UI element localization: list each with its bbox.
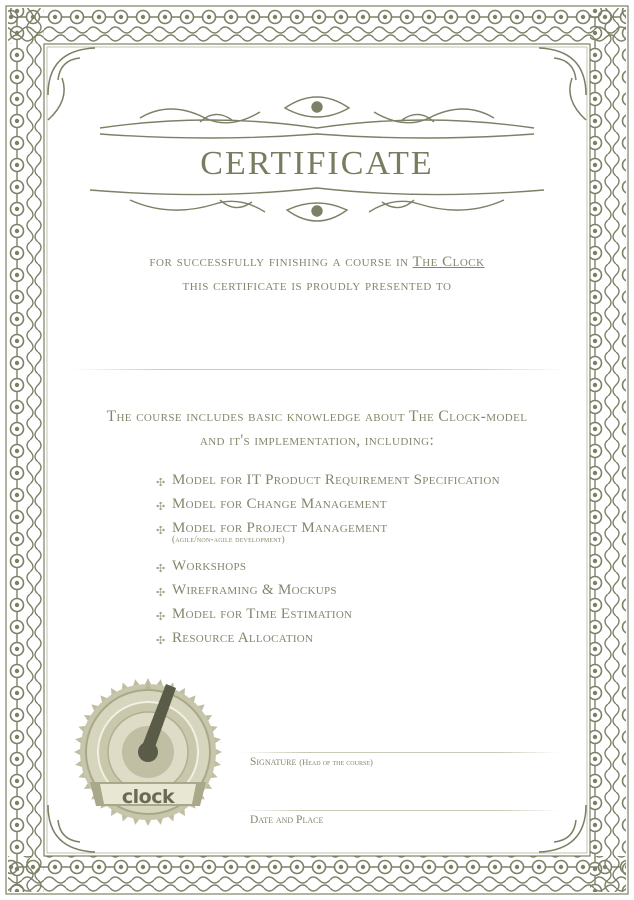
certificate-title: CERTIFICATE (200, 145, 434, 182)
signature-line (240, 752, 560, 753)
date-place-label: Date and Place (250, 814, 324, 826)
signature-note: (Head of the course) (299, 757, 373, 767)
seal-logo-text: clock (121, 786, 175, 808)
cross-bullet-icon: ✣ (156, 635, 166, 647)
intro-line-1 (0, 254, 634, 271)
intro-line-2: this certificate is proudly presented to (182, 278, 452, 294)
course-description-line-2: and it's implementation, including: (199, 432, 435, 449)
list-item: ✣ Workshops (156, 556, 500, 580)
cross-bullet-icon: ✣ (156, 477, 166, 489)
list-item: ✣ Resource Allocation (156, 628, 500, 652)
cross-bullet-icon: ✣ (156, 525, 166, 537)
date-line (240, 810, 560, 811)
list-item: ✣ Model for Change Management (156, 494, 500, 518)
cross-bullet-icon: ✣ (156, 611, 166, 623)
cross-bullet-icon: ✣ (156, 587, 166, 599)
cross-bullet-icon: ✣ (156, 501, 166, 513)
cross-bullet-icon: ✣ (156, 563, 166, 575)
list-item: ✣ Model for IT Product Requirement Specification (156, 470, 500, 494)
course-link[interactable]: The Clock (412, 254, 485, 270)
list-item: ✣ Model for Time Estimation (156, 604, 500, 628)
list-item: ✣ Wireframing & Mockups (156, 580, 500, 604)
list-item: ✣ Model for Project Management (agile/non-agile development) (156, 518, 500, 556)
signature-label: Signature (Head of the course) (250, 756, 373, 768)
list-item-note: (agile/non-agile development) (172, 534, 285, 544)
intro-prefix: for successfully finishing a course in (149, 254, 409, 270)
recipient-name-line (70, 369, 564, 370)
course-description-line-1: The course includes basic knowledge about The Clock-model (106, 408, 528, 425)
course-topics-list (156, 470, 500, 652)
